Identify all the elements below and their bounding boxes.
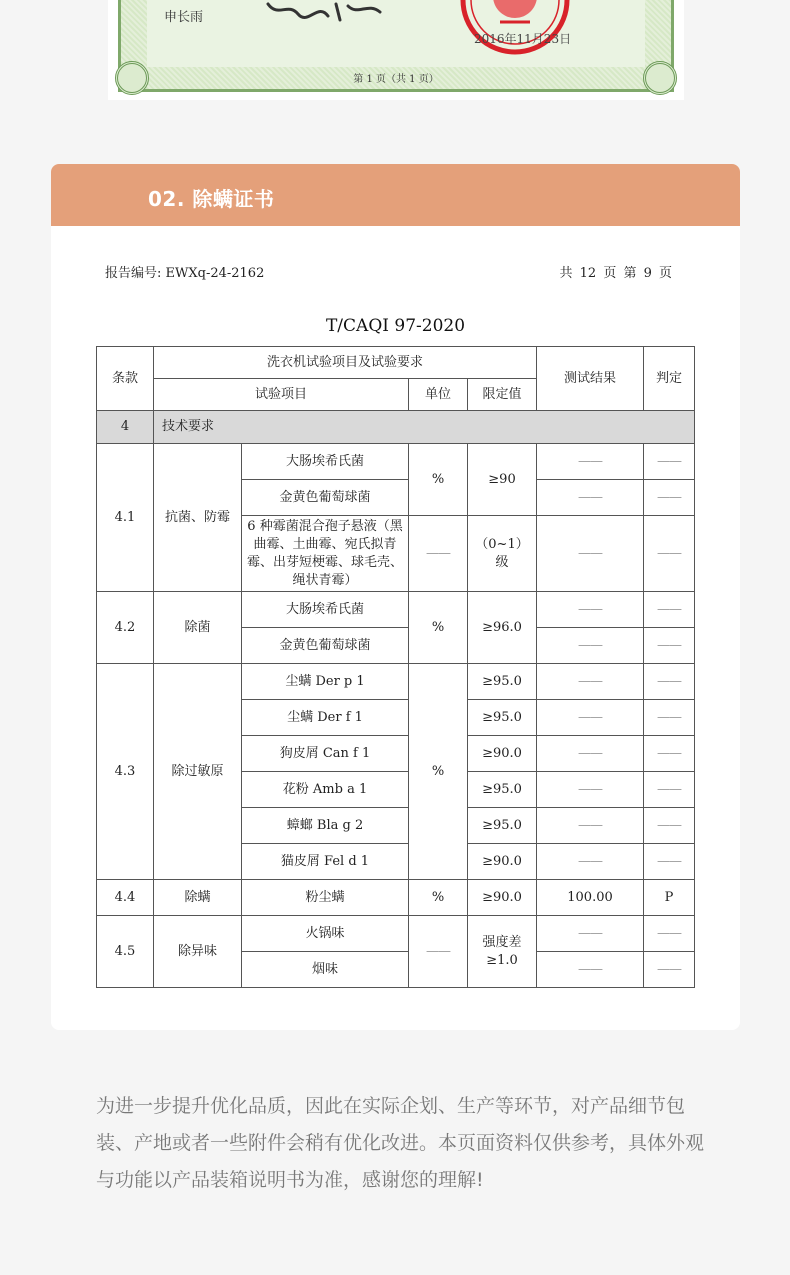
category-cell: 除异味 [154, 916, 242, 988]
limit-cell: ≥96.0 [468, 592, 537, 664]
verdict-cell: —— [644, 700, 695, 736]
item-cell: 烟味 [242, 952, 409, 988]
clause-cell: 4.4 [97, 880, 154, 916]
verdict-cell: —— [644, 844, 695, 880]
clause-cell: 4.1 [97, 444, 154, 592]
verdict-cell: P [644, 880, 695, 916]
verdict-cell: —— [644, 916, 695, 952]
table-row [97, 592, 695, 628]
result-cell: —— [537, 628, 644, 664]
table-row-section-4 [97, 411, 695, 444]
header-result: 测试结果 [537, 347, 644, 411]
unit-cell: % [409, 664, 468, 880]
official-seal-stamp [460, 0, 570, 56]
result-cell: —— [537, 516, 644, 592]
item-cell: 粉尘螨 [242, 880, 409, 916]
mite-removal-certificate-card [51, 164, 740, 1030]
clause-cell: 4.3 [97, 664, 154, 880]
unit-cell: —— [409, 916, 468, 988]
unit-cell: —— [409, 516, 468, 592]
category-cell: 除菌 [154, 592, 242, 664]
item-cell: 火锅味 [242, 916, 409, 952]
verdict-cell: —— [644, 628, 695, 664]
item-cell: 大肠埃希氏菌 [242, 444, 409, 480]
result-cell: —— [537, 700, 644, 736]
verdict-cell: —— [644, 736, 695, 772]
item-cell: 6 种霉菌混合孢子悬液（黑曲霉、土曲霉、宛氏拟青霉、出芽短梗霉、球毛壳、绳状青霉） [242, 516, 409, 592]
header-unit: 单位 [409, 379, 468, 411]
result-cell: —— [537, 444, 644, 480]
table-row [97, 444, 695, 480]
item-cell: 狗皮屑 Can f 1 [242, 736, 409, 772]
limit-cell: ≥90 [468, 444, 537, 516]
header-item: 试验项目 [154, 379, 409, 411]
result-cell: —— [537, 592, 644, 628]
verdict-cell: —— [644, 592, 695, 628]
clause-cell: 4 [97, 411, 154, 444]
verdict-cell: —— [644, 772, 695, 808]
unit-cell: % [409, 592, 468, 664]
verdict-cell: —— [644, 664, 695, 700]
item-cell: 尘螨 Der f 1 [242, 700, 409, 736]
table-row [97, 916, 695, 952]
header-clause: 条款 [97, 347, 154, 411]
verdict-cell: —— [644, 808, 695, 844]
unit-cell: % [409, 880, 468, 916]
result-cell: —— [537, 808, 644, 844]
certificate-date: 2016年11月23日 [474, 32, 572, 46]
limit-cell: ≥95.0 [468, 664, 537, 700]
result-cell: —— [537, 664, 644, 700]
verdict-cell: —— [644, 444, 695, 480]
item-cell: 金黄色葡萄球菌 [242, 628, 409, 664]
table-row-mite-removal [97, 880, 695, 916]
section-title: 02. 除螨证书 [148, 187, 275, 211]
item-cell: 大肠埃希氏菌 [242, 592, 409, 628]
clause-cell: 4.5 [97, 916, 154, 988]
result-cell: —— [537, 772, 644, 808]
verdict-cell: —— [644, 516, 695, 592]
limit-cell: 强度差≥1.0 [468, 916, 537, 988]
item-cell: 花粉 Amb a 1 [242, 772, 409, 808]
verdict-cell: —— [644, 952, 695, 988]
result-cell: 100.00 [537, 880, 644, 916]
standard-code: T/CAQI 97-2020 [325, 316, 466, 336]
limit-cell: ≥90.0 [468, 880, 537, 916]
item-cell: 蟑螂 Bla g 2 [242, 808, 409, 844]
verdict-cell: —— [644, 480, 695, 516]
limit-cell: ≥95.0 [468, 772, 537, 808]
category-cell: 除螨 [154, 880, 242, 916]
disclaimer-text: 为进一步提升优化品质，因此在实际企划、生产等环节，对产品细节包装、产地或者一些附件会稍有优化改进。本页面资料仅供参考，具体外观与功能以产品装箱说明书为准，感谢您的理解! [96, 1095, 705, 1191]
certificate-signatory-name: 申长雨 [164, 10, 204, 25]
item-cell: 尘螨 Der p 1 [242, 664, 409, 700]
table-row [97, 664, 695, 700]
certificate-page-number: 第 1 页（共 1 页） [353, 74, 439, 85]
header-group: 洗衣机试验项目及试验要求 [154, 347, 537, 379]
result-cell: —— [537, 916, 644, 952]
report-number: 报告编号: EWXq-24-2162 [105, 266, 265, 281]
result-cell: —— [537, 844, 644, 880]
item-cell: 金黄色葡萄球菌 [242, 480, 409, 516]
clause-cell: 4.2 [97, 592, 154, 664]
result-cell: —— [537, 952, 644, 988]
category-cell: 除过敏原 [154, 664, 242, 880]
section-header-bar [51, 164, 740, 226]
certificate-image [108, 0, 684, 100]
result-cell: —— [537, 480, 644, 516]
category-cell: 抗菌、防霉 [154, 444, 242, 592]
unit-cell: % [409, 444, 468, 516]
item-cell: 猫皮屑 Fel d 1 [242, 844, 409, 880]
section-title-cell: 技术要求 [154, 411, 695, 444]
limit-cell: ≥95.0 [468, 700, 537, 736]
header-limit: 限定值 [468, 379, 537, 411]
limit-cell: ≥95.0 [468, 808, 537, 844]
table-header-row [97, 347, 695, 379]
handwritten-signature [258, 0, 388, 22]
limit-cell: ≥90.0 [468, 736, 537, 772]
test-report-table [96, 346, 695, 988]
header-verdict: 判定 [644, 347, 695, 411]
result-cell: —— [537, 736, 644, 772]
report-page-count: 共 12 页 第 9 页 [559, 266, 672, 281]
limit-cell: ≥90.0 [468, 844, 537, 880]
limit-cell: （0~1）级 [468, 516, 537, 592]
